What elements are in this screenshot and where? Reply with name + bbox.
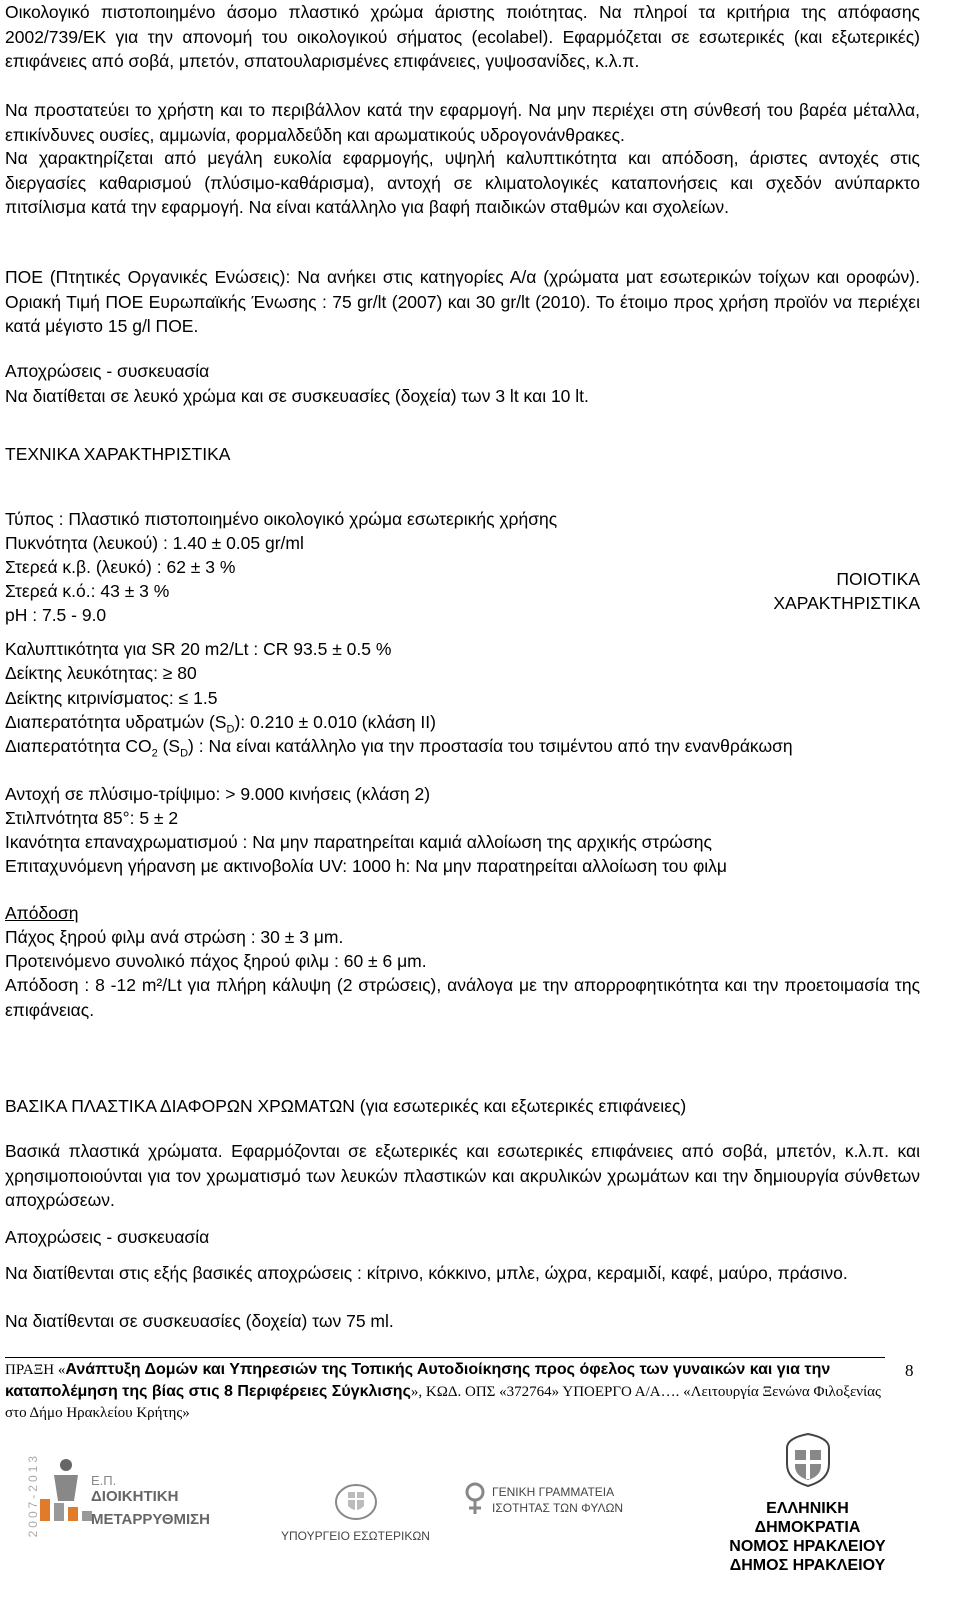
spec-ph: pH : 7.5 - 9.0	[5, 605, 107, 625]
basic-heading: ΒΑΣΙΚΑ ΠΛΑΣΤΙΚΑ ΔΙΑΦΟΡΩΝ ΧΡΩΜΑΤΩΝ (για εσωτερικές και εξωτερικές επιφάνειες)	[5, 1096, 687, 1116]
basic-shades-title: Αποχρώσεις - συσκευασία	[5, 1227, 210, 1247]
gender-symbol-icon	[462, 1480, 488, 1518]
hellenic-republic-names: ΕΛΛΗΝΙΚΗ ΔΗΜΟΚΡΑΤΙΑ ΝΟΜΟΣ ΗΡΑΚΛΕΙΟΥ ΔΗΜΟΣ ΗΡΑΚΛΕΙΟΥ	[729, 1500, 886, 1574]
ep-diikitiki-logo	[22, 1443, 212, 1619]
quality-heading-line2: ΧΑΡΑΚΤΗΡΙΣΤΙΚΑ	[773, 593, 920, 613]
spec-vapour: Διαπερατότητα υδρατμών $(S_D)$: 0.210 ± 0.010 (κλάση ΙΙ)	[5, 712, 436, 736]
spec-density: Πυκνότητα (λευκού) : 1.40 ± 0.05 gr/ml	[5, 533, 304, 553]
footer-text: ΠΡΑΞΗ «Ανάπτυξη Δομών και Υπηρεσιών της Τοπικής Αυτοδιοίκησης προς όφελος των γυναικών και για την καταπολέμηση της βίας στις 8 Περιφέρειες Σύγκλισης», ΚΩΔ. ΟΠΣ «372764» ΥΠΟΕΡΓΟ Α/Α…. «Λειτουργία Ξενώνα Φιλοξενίας στο Δήμο Ηρακλείου Κρήτης»	[5, 1361, 881, 1421]
spec-solids-weight: Στερεά κ.β. (λευκό) : 62 ± 3 %	[5, 557, 236, 577]
shades-title: Αποχρώσεις - συσκευασία	[5, 361, 210, 381]
basic-pack: Να διατίθενται σε συσκευασίες (δοχεία) των 75 ml.	[5, 1311, 394, 1331]
intro-paragraph: Οικολογικό πιστοποιημένο άσομο πλαστικό χρώμα άριστης ποιότητας. Να πληροί τα κριτήρια της απόφασης 2002/739/ΕΚ για την απονομή του οικολογικού σήματος (ecolabel). Εφαρμόζεται σε εσωτερικές (και εξωτερικές) επιφάνειες από σοβά, μπετόν, σπατουλαρισμένες επιφάνειες, γυψοσανίδες, κ.λ.π.	[5, 2, 920, 71]
ep-years: 2007-2013	[26, 1453, 40, 1538]
application-paragraph: Να χαρακτηρίζεται από μεγάλη ευκολία εφαρμογής, υψηλή καλυπτικότητα και απόδοση, άριστες αντοχές στις διεργασίες καθαρισμού (πλύσιμο-καθάρισμα), αντοχή σε κλιματολογικές καταπονήσεις και σχεδόν ανύπαρκτο πιτσίλισμα κατά την εφαρμογή. Να είναι κατάλληλο για βαφή παιδικών σταθμών και σχολείων.	[5, 148, 920, 217]
ep-line1: ΔΙΟΙΚΗΤΙΚΗ	[91, 1488, 179, 1505]
coat-of-arms-icon	[334, 1480, 378, 1520]
ep-line2: ΜΕΤΑΡΡΥΘΜΙΣΗ	[91, 1511, 210, 1528]
spec-recoat: Ικανότητα επαναχρωματισμού : Να μην παρατηρείται καμιά αλλοίωση της αρχικής στρώσης	[5, 832, 712, 852]
page-number: 8	[905, 1361, 914, 1380]
safety-paragraph: Να προστατεύει το χρήστη και το περιβάλλον κατά την εφαρμογή. Να μην περιέχει στη σύνθεσή του βαρέα μέταλλα, επικίνδυνες ουσίες, αμμωνία, φορμαλδεΰδη και αρωματικούς υδρογονάνθρακες.	[5, 100, 920, 145]
shades-text: Να διατίθεται σε λευκό χρώμα και σε συσκευασίες (δοχεία) των 3 lt και 10 lt.	[5, 386, 589, 406]
hellenic-republic-logo	[700, 1432, 915, 1575]
yield-total: Προτεινόμενο συνολικό πάχος ξηρού φιλμ : 60 ± 6 μm.	[5, 951, 427, 971]
ministry-interior-logo	[268, 1480, 443, 1543]
people-icon	[36, 1457, 96, 1527]
spec-hiding: Καλυπτικότητα για SR 20 m2/Lt : CR 93.5 ± 0.5 %	[5, 639, 392, 659]
gender-equality-caption: ΓΕΝΙΚΗ ΓΡΑΜΜΑΤΕΙΑ ΙΣΟΤΗΤΑΣ ΤΩΝ ΦΥΛΩΝ	[492, 1485, 624, 1515]
ministry-caption: ΥΠΟΥΡΓΕΙΟ ΕΣΩΤΕΡΙΚΩΝ	[281, 1529, 430, 1543]
tech-heading: ΤΕΧΝΙΚΑ ΧΑΡΑΚΤΗΡΙΣΤΙΚΑ	[5, 444, 231, 464]
yield-film: Πάχος ξηρού φιλμ ανά στρώση : 30 ± 3 μm.	[5, 927, 344, 947]
spec-whiteness: Δείκτης λευκότητας: ≥ 80	[5, 663, 197, 683]
quality-heading-line1: ΠΟΙΟΤΙΚΑ	[836, 569, 920, 589]
quality-heading	[690, 567, 920, 615]
spec-uv: Επιταχυνόμενη γήρανση με ακτινοβολία UV: 1000 h: Να μην παρατηρείται αλλοίωση του φιλμ	[5, 856, 728, 876]
spec-co2: Διαπερατότητα $CO_2$ $(S_D)$ : Να είναι κατάλληλο για την προστασία του τσιμέντου από την ενανθράκωση	[5, 736, 793, 760]
ep-small-label: Ε.Π.	[91, 1473, 117, 1488]
footer-rule	[5, 1357, 885, 1358]
greek-emblem-icon	[781, 1432, 835, 1488]
spec-scrub: Αντοχή σε πλύσιμο-τρίψιμο: > 9.000 κινήσεις (κλάση 2)	[5, 784, 431, 804]
spec-solids-volume: Στερεά κ.ό.: 43 ± 3 %	[5, 581, 170, 601]
basic-description: Βασικά πλαστικά χρώματα. Εφαρμόζονται σε εξωτερικές και εσωτερικές επιφάνειες από σοβά, μπετόν, κ.λ.π. και χρησιμοποιούνται για τον χρωματισμό των λευκών πλαστικών και ακρυλικών χρωμάτων και την δημιουργία σύνθετων αποχρώσεων.	[5, 1141, 920, 1210]
yield-rate: Απόδοση : 8 -12 m²/Lt για πλήρη κάλυψη (2 στρώσεις), ανάλογα με την απορροφητικότητα και την προετοιμασία της επιφάνειας.	[5, 975, 920, 1020]
basic-shades-text: Να διατίθενται στις εξής βασικές αποχρώσεις : κίτρινο, κόκκινο, μπλε, ώχρα, κεραμιδί, καφέ, μαύρο, πράσινο.	[5, 1263, 848, 1283]
spec-yellowing: Δείκτης κιτρινίσματος: ≤ 1.5	[5, 688, 218, 708]
voc-paragraph: ΠΟΕ (Πτητικές Οργανικές Ενώσεις): Να ανήκει στις κατηγορίες Α/α (χρώματα ματ εσωτερικών τοίχων και οροφών). Οριακή Τιμή ΠΟΕ Ευρωπαϊκής Ένωσης : 75 gr/lt (2007) και 30 gr/lt (2010). Το έτοιμο προς χρήση προϊόν να περιέχει κατά μέγιστο 15 g/l ΠΟΕ.	[5, 267, 920, 336]
spec-type: Τύπος : Πλαστικό πιστοποιημένο οικολογικό χρώμα εσωτερικής χρήσης	[5, 509, 558, 529]
spec-gloss: Στιλπνότητα 85°: 5 ± 2	[5, 808, 179, 828]
yield-title: Απόδοση	[5, 903, 79, 923]
